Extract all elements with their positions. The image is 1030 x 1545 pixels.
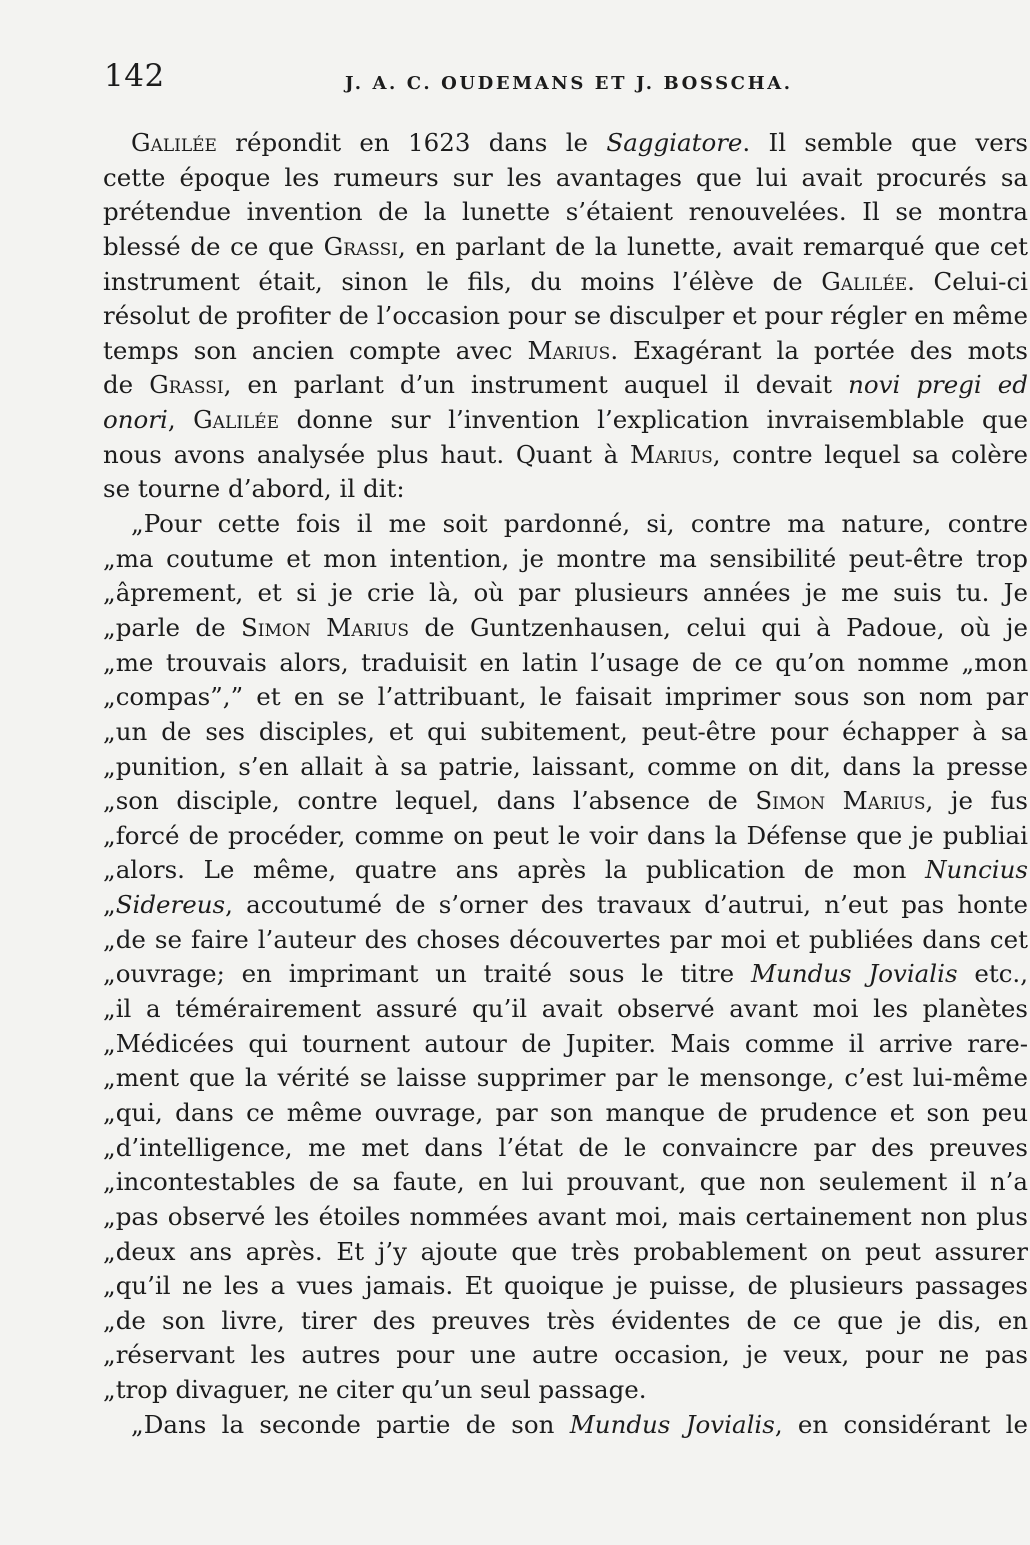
- text-line: [103, 1304, 1028, 1339]
- text-run: „Médicées qui tournent autour de Jupiter. Mais comme il arrive rare-: [103, 1028, 1028, 1058]
- text-line: [103, 230, 1028, 265]
- text-run: instrument était, sinon le fils, du moins l’élève de: [103, 266, 822, 296]
- italic-title: Nuncius: [925, 855, 1028, 885]
- text-line: [103, 888, 1028, 923]
- small-caps-name: Galilée: [193, 405, 280, 435]
- text-run: , en parlant de la lunette, avait remarqué que cet: [398, 231, 1028, 261]
- text-run: „un de ses disciples, et qui subitement, peut-être pour échapper à sa: [103, 716, 1028, 746]
- small-caps-name: Grassi: [149, 370, 224, 400]
- small-caps-name: Marius: [527, 335, 611, 365]
- text-run: „deux ans après. Et j’y ajoute que très probablement on peut assurer: [103, 1236, 1028, 1266]
- text-run: temps son ancien compte avec: [103, 335, 528, 365]
- text-run: „forcé de procéder, comme on peut le voir dans la Défense que je publiai: [103, 820, 1028, 850]
- text-run: „Pour cette fois il me soit pardonné, si, contre ma nature, contre: [131, 509, 1028, 539]
- text-line: [103, 507, 1028, 542]
- text-run: „de son livre, tirer des preuves très évidentes de ce que je dis, en: [103, 1305, 1028, 1335]
- text-run: „Dans la seconde partie de son: [131, 1409, 570, 1439]
- text-run: „: [103, 890, 116, 920]
- text-line: [103, 715, 1028, 750]
- text-run: „compas”,” et en se l’attribuant, le faisait imprimer sous son nom par: [103, 682, 1028, 712]
- text-line: [103, 750, 1028, 785]
- text-run: cette époque les rumeurs sur les avantages que lui avait procurés sa: [103, 162, 1028, 192]
- text-line: [103, 334, 1028, 369]
- text-run: „trop divaguer, ne citer qu’un seul passage.: [103, 1375, 647, 1405]
- text-line: [103, 542, 1028, 577]
- small-caps-name: Grassi: [323, 231, 398, 261]
- text-line: [103, 161, 1028, 196]
- text-run: de: [103, 370, 150, 400]
- text-line: [103, 1027, 1028, 1062]
- text-line: [103, 1408, 1028, 1443]
- text-run: „ouvrage; en imprimant un traité sous le titre: [103, 959, 751, 989]
- text-line: [103, 1235, 1028, 1270]
- text-line: [103, 1096, 1028, 1131]
- text-run: prétendue invention de la lunette s’étaient renouvelées. Il se montra: [103, 197, 1028, 227]
- text-run: „alors. Le même, quatre ans après la publication de mon: [103, 855, 926, 885]
- text-run: , en parlant d’un instrument auquel il devait: [223, 370, 849, 400]
- text-run: „qu’il ne les a vues jamais. Et quoique je puisse, de plusieurs passages: [103, 1271, 1028, 1301]
- text-run: , contre lequel sa colère: [712, 439, 1029, 469]
- text-run: „ment que la vérité se laisse supprimer par le mensonge, c’est lui-même: [103, 1063, 1028, 1093]
- italic-title: novi pregi ed: [848, 370, 1028, 400]
- text-line: [103, 853, 1028, 888]
- text-line: [103, 576, 1028, 611]
- text-run: résolut de profiter de l’occasion pour se disculper et pour régler en même: [103, 301, 1028, 331]
- text-line: [103, 923, 1028, 958]
- text-run: „son disciple, contre lequel, dans l’absence de: [103, 786, 756, 816]
- text-line: [103, 957, 1028, 992]
- text-line: [103, 611, 1028, 646]
- text-line: [103, 472, 1028, 507]
- text-line: [103, 403, 1028, 438]
- text-line: [103, 992, 1028, 1027]
- text-line: [103, 299, 1028, 334]
- text-run: etc.,: [957, 959, 1028, 989]
- text-run: „âprement, et si je crie là, où par plusieurs années je me suis tu. Je: [103, 578, 1028, 608]
- text-run: „pas observé les étoiles nommées avant moi, mais certainement non plus: [103, 1201, 1028, 1231]
- text-line: [103, 1061, 1028, 1096]
- text-run: répondit en 1623 dans le: [216, 128, 607, 157]
- text-line: [103, 819, 1028, 854]
- text-run: „il a témérairement assuré qu’il avait observé avant moi les planètes: [103, 994, 1028, 1024]
- text-run: „d’intelligence, me met dans l’état de le convaincre par des preuves: [103, 1132, 1028, 1162]
- text-run: , je fus: [925, 786, 1028, 816]
- text-run: „me trouvais alors, traduisit en latin l’usage de ce qu’on nomme „mon: [103, 647, 1028, 677]
- text-run: . Il semble que vers: [742, 128, 1028, 157]
- text-run: . Exagérant la portée des mots: [610, 335, 1029, 365]
- page-number: 142: [104, 58, 165, 94]
- text-run: de Guntzenhausen, celui qui à Padoue, où je: [408, 612, 1028, 642]
- text-run: „parle de: [103, 612, 242, 642]
- text-run: . Celui-ci: [907, 266, 1028, 296]
- text-run: , accoutumé de s’orner des travaux d’autrui, n’eut pas honte: [225, 890, 1028, 920]
- text-line: [103, 1338, 1028, 1373]
- text-line: [103, 646, 1028, 681]
- text-line: [103, 1165, 1028, 1200]
- italic-title: Mundus Jovialis: [750, 959, 958, 989]
- text-line: [103, 1200, 1028, 1235]
- text-run: blessé de ce que: [103, 231, 324, 261]
- text-run: „punition, s’en allait à sa patrie, laissant, comme on dit, dans la presse: [103, 751, 1028, 781]
- text-run: „qui, dans ce même ouvrage, par son manque de prudence et son peu: [103, 1097, 1028, 1127]
- text-line: [103, 265, 1028, 300]
- small-caps-name: Simon Marius: [755, 786, 926, 816]
- text-line: [103, 126, 1028, 161]
- italic-title: onori: [103, 405, 168, 435]
- text-line: [103, 438, 1028, 473]
- text-line: [103, 368, 1028, 403]
- text-run: „de se faire l’auteur des choses découvertes par moi et publiées dans cet: [103, 924, 1028, 954]
- text-line: [103, 784, 1028, 819]
- text-run: , en considérant le: [774, 1409, 1028, 1439]
- running-title: J. A. C. OUDEMANS ET J. BOSSCHA.: [345, 73, 793, 94]
- italic-title: Mundus Jovialis: [569, 1409, 775, 1439]
- italic-title: Saggiatore: [606, 128, 743, 157]
- text-line: [103, 680, 1028, 715]
- text-run: „incontestables de sa faute, en lui prouvant, que non seulement il n’a: [103, 1167, 1028, 1197]
- text-line: [103, 1269, 1028, 1304]
- text-run: nous avons analysée plus haut. Quant à: [103, 439, 630, 469]
- text-run: „ma coutume et mon intention, je montre ma sensibilité peut-être trop: [103, 543, 1028, 573]
- text-line: [103, 1131, 1028, 1166]
- text-run: „réservant les autres pour une autre occasion, je veux, pour ne pas: [103, 1340, 1028, 1370]
- text-line: [103, 195, 1028, 230]
- body-text: [103, 126, 1028, 1442]
- small-caps-name: Simon Marius: [241, 612, 409, 642]
- text-run: ,: [167, 405, 194, 435]
- text-run: donne sur l’invention l’explication invraisemblable que: [279, 405, 1028, 435]
- text-line: [103, 1373, 1028, 1408]
- italic-title: Sidereus: [115, 890, 226, 920]
- text-run: se tourne d’abord, il dit:: [103, 474, 405, 504]
- small-caps-name: Marius: [629, 439, 713, 469]
- small-caps-name: Galilée: [131, 128, 217, 157]
- small-caps-name: Galilée: [821, 266, 908, 296]
